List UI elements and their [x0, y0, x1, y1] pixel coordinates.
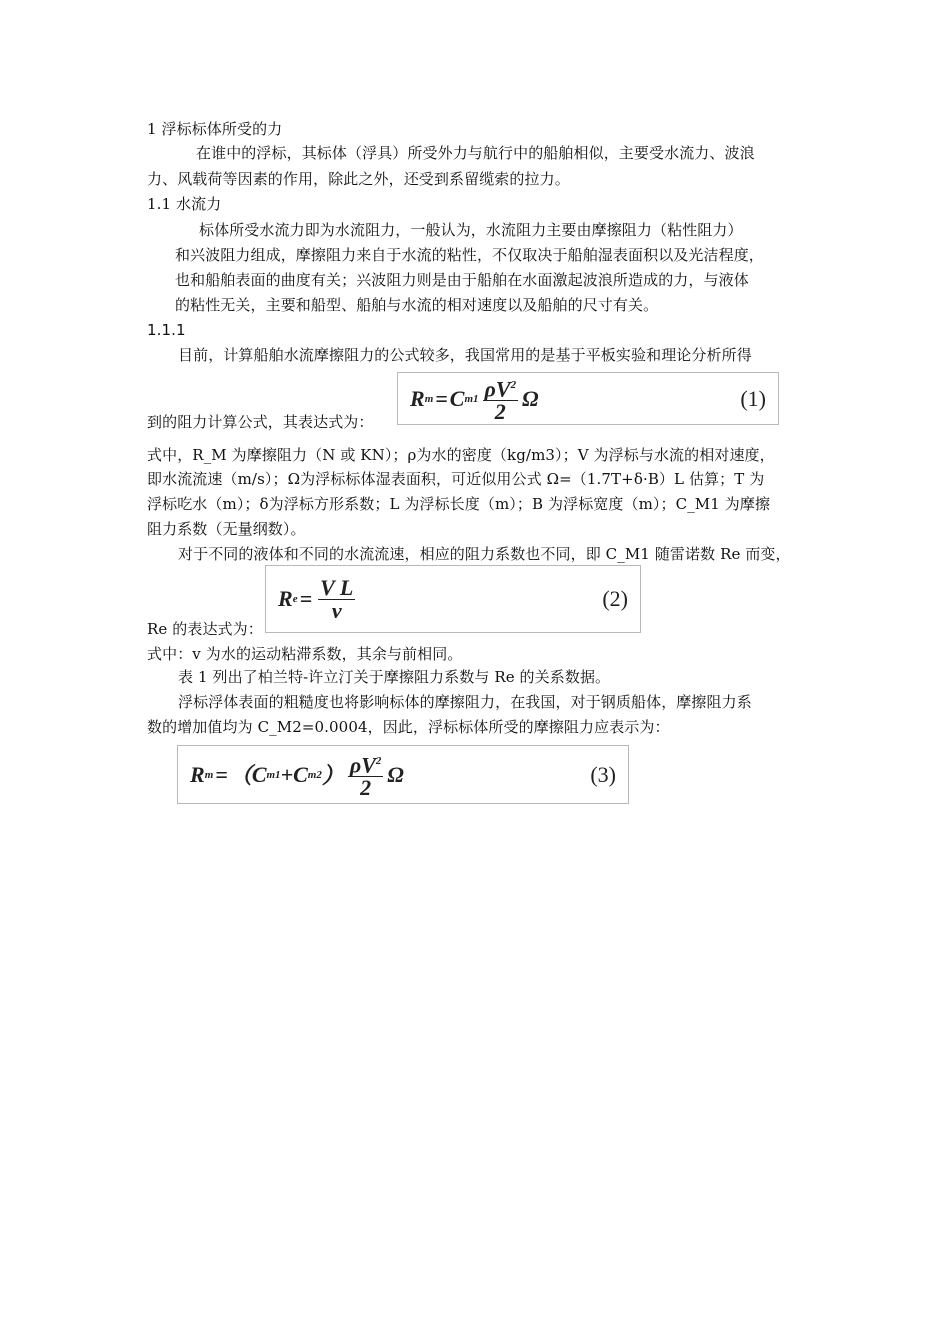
- formula-1-number: (1): [740, 385, 766, 411]
- paragraph-line: 式中，R_M 为摩擦阻力（N 或 KN）；ρ为水的密度（kg/m3）；V 为浮标与水流的相对速度，: [147, 446, 775, 464]
- paragraph-line: 对于不同的液体和不同的水流流速，相应的阻力系数也不同，即 C_M1 随雷诺数 Re 而变，: [178, 545, 791, 563]
- formula-3-box: [177, 745, 629, 804]
- formula-2-number: (2): [602, 586, 628, 611]
- paragraph-line: 的粘性无关，主要和船型、船舶与水流的相对速度以及船舶的尺寸有关。: [175, 296, 659, 314]
- paragraph-line: 阻力系数（无量纲数）。: [147, 520, 306, 538]
- section-heading-1: 1 浮标标体所受的力: [147, 120, 283, 138]
- paragraph-line: 数的增加值均为 C_M2=0.0004，因此，浮标标体所受的摩擦阻力应表示为：: [147, 718, 670, 736]
- paragraph-line: 在谁中的浮标，其标体（浮具）所受外力与航行中的船舶相似，主要受水流力、波浪: [196, 144, 755, 162]
- formula-1-box: [397, 372, 779, 425]
- paragraph-line: 即水流流速（m/s）；Ω为浮标标体湿表面积，可近似用公式 Ω=（1.7T+δ·B）L 估算；T 为: [147, 470, 765, 488]
- paragraph-line: 表 1 列出了柏兰特-许立汀关于摩擦阻力系数与 Re 的关系数据。: [178, 668, 611, 686]
- formula-3-number: (3): [590, 761, 616, 787]
- formula-3: R m = （ C m1 + C m2 ） $\frac{\rho V^2}{2}$ Ω: [190, 746, 404, 803]
- section-heading-1-1: 1.1 水流力: [147, 195, 222, 213]
- formula-2: R e = $\frac{\text{V L}}{v}$: [278, 574, 354, 623]
- paragraph-line: Re 的表达式为：: [147, 620, 263, 638]
- formula-1: R m = C m1 $\frac{\rho V^2}{2}$ Ω: [410, 373, 538, 424]
- paragraph-line: 标体所受水流力即为水流阻力，一般认为，水流阻力主要由摩擦阻力（粘性阻力）: [199, 221, 743, 239]
- paragraph-line: 力、风载荷等因素的作用，除此之外，还受到系留缆索的拉力。: [147, 170, 570, 188]
- paragraph-line: 目前，计算船舶水流摩擦阻力的公式较多，我国常用的是基于平板实验和理论分析所得: [178, 346, 752, 364]
- formula-2-box: [265, 565, 641, 633]
- section-heading-1-1-1: 1.1.1: [147, 321, 186, 339]
- paragraph-line: 到的阻力计算公式，其表达式为：: [147, 413, 374, 431]
- paragraph-line: 也和船舶表面的曲度有关；兴波阻力则是由于船舶在水面激起波浪所造成的力，与液体: [175, 271, 749, 289]
- paragraph-line: 浮标吃水（m）；δ为浮标方形系数；L 为浮标长度（m）；B 为浮标宽度（m）；C_M1 为摩擦: [147, 495, 771, 513]
- paragraph-line: 浮标浮体表面的粗糙度也将影响标体的摩擦阻力，在我国，对于钢质船体，摩擦阻力系: [178, 693, 752, 711]
- paragraph-line: 和兴波阻力组成，摩擦阻力来自于水流的粘性，不仅取决于船舶湿表面积以及光洁程度，: [175, 246, 764, 264]
- paragraph-line: 式中：v 为水的运动粘滞系数，其余与前相同。: [147, 645, 463, 663]
